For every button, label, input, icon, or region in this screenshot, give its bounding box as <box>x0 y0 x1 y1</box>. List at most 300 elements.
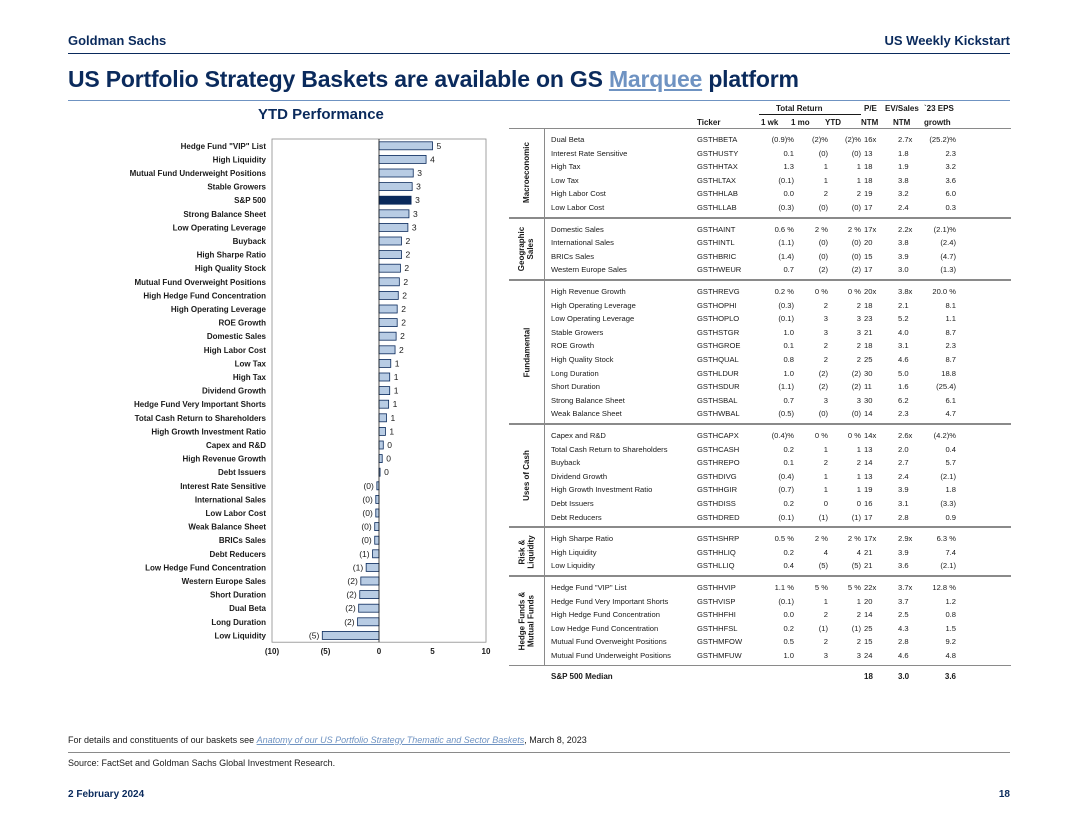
return-1mo: 3 <box>823 314 828 324</box>
pe-ntm: 17 <box>864 265 873 275</box>
bar-11 <box>379 291 398 299</box>
chart-svg <box>0 0 500 680</box>
return-1wk: 0.4 <box>783 561 794 571</box>
value-label-19: 1 <box>392 399 398 410</box>
category-label-28: Weak Balance Sheet <box>188 522 266 532</box>
table-row <box>509 380 1011 394</box>
bar-6 <box>379 223 408 231</box>
ticker: GSTHLLAB <box>697 203 737 212</box>
growth-header: growth <box>924 118 951 127</box>
return-1wk: 1.0 <box>783 368 794 378</box>
pe-ntm: 18 <box>864 162 873 172</box>
pe-ntm: 18 <box>864 341 873 351</box>
return-1wk: (0.7) <box>778 485 794 495</box>
footer-divider <box>68 752 1010 753</box>
return-ytd: (0) <box>851 238 861 248</box>
return-1wk: 1.3 <box>783 162 794 172</box>
group-3 <box>509 424 1011 527</box>
basket-name: High Quality Stock <box>551 355 614 364</box>
group-label-text: Fundamental <box>522 327 531 377</box>
ev-ntm-header: NTM <box>893 118 911 127</box>
return-1mo: (0) <box>818 409 828 419</box>
value-label-5: 3 <box>412 208 418 219</box>
page-number: 18 <box>998 789 1010 800</box>
bar-16 <box>379 359 391 367</box>
return-1mo: (2) <box>818 265 828 275</box>
value-label-1: 4 <box>430 154 435 165</box>
value-label-29: (0) <box>361 535 372 546</box>
ticker: GSTHMFUW <box>697 651 742 660</box>
return-ytd: (1) <box>851 623 861 633</box>
return-1wk: (1.4) <box>778 251 794 261</box>
return-1wk: (0.1) <box>778 512 794 522</box>
pe-ntm: 21 <box>864 561 873 571</box>
ev-sales-ntm: 2.7x <box>898 135 913 144</box>
pe-ntm: 30 <box>864 395 873 405</box>
basket-name: International Sales <box>551 238 614 248</box>
value-label-13: 2 <box>401 317 406 328</box>
basket-name: Interest Rate Sensitive <box>551 148 628 158</box>
eps-growth: 3.6 <box>945 175 956 185</box>
ticker: GSTHOPHI <box>697 300 737 310</box>
value-label-4: 3 <box>415 195 420 206</box>
basket-name: Western Europe Sales <box>551 265 627 275</box>
bar-9 <box>379 264 400 272</box>
return-ytd: (2)% <box>844 135 861 144</box>
ev-sales-ntm: 3.9 <box>898 251 909 261</box>
return-ytd: 2 <box>856 300 861 310</box>
pe-ntm: 20x <box>864 287 877 296</box>
return-ytd: 2 <box>856 610 861 620</box>
category-label-33: Short Duration <box>210 590 266 600</box>
category-label-6: Low Operating Leverage <box>172 223 266 233</box>
bar-8 <box>379 251 401 259</box>
eps-growth: 0.3 <box>945 203 956 212</box>
basket-name: Debt Issuers <box>551 499 594 508</box>
bar-29 <box>375 536 379 544</box>
table-row <box>509 443 1011 457</box>
category-label-26: International Sales <box>194 495 266 505</box>
ticker: GSTHREVG <box>697 287 740 296</box>
return-1mo: 1 <box>823 444 828 454</box>
return-1wk: (0.3) <box>778 203 794 212</box>
value-label-28: (0) <box>361 521 372 532</box>
return-1wk: 1.0 <box>783 327 794 337</box>
basket-table <box>509 0 1011 680</box>
value-label-25: (0) <box>363 480 374 491</box>
group-0 <box>509 128 1011 218</box>
return-ytd: 4 <box>856 547 861 557</box>
return-1wk: (0.9)% <box>771 135 794 144</box>
table-row <box>509 263 1011 277</box>
bar-0 <box>379 142 433 150</box>
return-1mo: 1 <box>823 485 828 495</box>
ev-sales-ntm: 6.2 <box>898 395 909 405</box>
value-label-35: (2) <box>344 616 355 627</box>
ev-sales-ntm: 2.4 <box>898 471 909 481</box>
pe-ntm: 14 <box>864 409 873 419</box>
pe-ntm: 14 <box>864 458 873 468</box>
ev-sales-ntm: 3.8 <box>898 175 909 185</box>
bar-2 <box>379 169 413 177</box>
pe-ntm: 13 <box>864 444 873 454</box>
ev-sales-ntm: 3.8 <box>898 238 909 248</box>
table-row <box>509 201 1011 215</box>
basket-name: Domestic Sales <box>551 224 604 234</box>
value-label-30: (1) <box>359 548 370 559</box>
brand-name: Goldman Sachs <box>68 33 167 48</box>
eps-growth: 7.4 <box>945 547 956 557</box>
eps-header: `23 EPS <box>924 104 954 113</box>
return-ytd: (5) <box>851 561 861 571</box>
bar-12 <box>379 305 397 313</box>
value-label-26: (0) <box>362 494 373 505</box>
basket-name: High Revenue Growth <box>551 287 626 296</box>
footnote <box>68 735 587 745</box>
chart-title: YTD Performance <box>258 106 384 123</box>
eps-growth: 1.8 <box>945 485 956 495</box>
category-label-23: High Revenue Growth <box>182 454 266 464</box>
return-ytd: (2) <box>851 382 861 392</box>
value-label-9: 2 <box>404 263 410 274</box>
ticker-header: Ticker <box>697 118 721 127</box>
eps-growth: 0.8 <box>945 610 956 620</box>
ev-sales-ntm: 3.6 <box>898 561 909 571</box>
eps-growth: (3.3) <box>940 499 956 508</box>
x-tick-4: 10 <box>481 647 491 657</box>
return-1mo: 2 <box>823 637 828 647</box>
source-note: Source: FactSet and Goldman Sachs Global Investment Research. <box>68 758 336 768</box>
median-label: S&P 500 Median <box>551 671 613 681</box>
bar-1 <box>379 155 426 163</box>
group-label-text: Macroeconomic <box>522 142 531 204</box>
median-ev-sales: 3.0 <box>898 671 910 681</box>
bar-34 <box>359 604 379 612</box>
bar-27 <box>376 509 379 517</box>
ticker: GSTHSBAL <box>697 395 738 405</box>
category-label-35: Long Duration <box>211 617 266 627</box>
pe-ntm: 22x <box>864 583 877 592</box>
group-label-text: Risk & Liquidity <box>517 534 536 569</box>
return-1wk: 0.2 <box>783 547 794 557</box>
ticker: GSTHWBAL <box>697 409 740 419</box>
basket-name: Stable Growers <box>551 327 604 337</box>
pe-ntm: 17x <box>864 224 877 234</box>
return-ytd: 3 <box>856 395 861 405</box>
ev-sales-ntm: 3.9 <box>898 547 909 557</box>
basket-name: High Hedge Fund Concentration <box>551 610 660 620</box>
value-label-15: 2 <box>399 344 404 355</box>
return-1mo: (0) <box>818 203 828 212</box>
pe-ntm: 25 <box>864 355 873 364</box>
ev-sales-ntm: 4.6 <box>898 355 909 364</box>
return-ytd: (0) <box>851 148 861 158</box>
ev-sales-ntm: 1.8 <box>898 148 909 158</box>
basket-name: Debt Reducers <box>551 512 602 522</box>
return-1wk: 0.1 <box>783 341 794 351</box>
ticker: GSTHDIVG <box>697 471 737 481</box>
return-ytd: 3 <box>856 327 861 337</box>
eps-growth: 9.2 <box>945 637 956 647</box>
ticker: GSTHSDUR <box>697 382 740 392</box>
eps-growth: 1.2 <box>945 596 956 606</box>
return-1mo: (2)% <box>811 135 828 144</box>
basket-name: ROE Growth <box>551 341 595 351</box>
pe-ntm: 13 <box>864 148 873 158</box>
return-1wk: (1.1) <box>778 238 794 248</box>
category-label-19: Hedge Fund Very Important Shorts <box>133 400 266 410</box>
pe-ntm: 15 <box>864 251 873 261</box>
ticker: GSTHLTAX <box>697 175 736 185</box>
median-pe: 18 <box>864 671 873 681</box>
ev-sales-ntm: 2.7 <box>898 458 909 468</box>
ev-sales-ntm: 3.8x <box>898 287 913 296</box>
return-1mo: 1 <box>823 471 828 481</box>
return-1mo: 2 <box>823 355 828 364</box>
return-1wk: 0.2 <box>783 444 794 454</box>
ev-sales-ntm: 3.9 <box>898 485 909 495</box>
basket-name: Mutual Fund Underweight Positions <box>551 651 671 660</box>
value-label-36: (5) <box>308 630 320 641</box>
table-row <box>509 223 1011 237</box>
ev-sales-ntm: 2.9x <box>898 534 913 544</box>
table-row <box>509 608 1011 622</box>
ticker: GSTHHLAB <box>697 189 738 199</box>
bar-15 <box>379 346 395 354</box>
return-1wk: 0.6 % <box>774 224 794 234</box>
return-1mo: 5 % <box>814 583 828 592</box>
ticker: GSTHBETA <box>697 135 738 144</box>
value-label-17: 1 <box>393 372 399 382</box>
ev-sales-ntm: 2.8 <box>898 512 909 522</box>
ticker: GSTHHVIP <box>697 583 736 592</box>
bar-14 <box>379 332 396 340</box>
eps-growth: (4.7) <box>940 251 956 261</box>
title-prefix: US Portfolio Strategy Baskets are available on GS <box>68 66 603 92</box>
eps-growth: 8.7 <box>945 327 956 337</box>
basket-name: High Growth Investment Ratio <box>551 485 653 495</box>
pe-ntm: 17 <box>864 512 873 522</box>
value-label-20: 1 <box>390 412 396 423</box>
return-1wk: (0.1) <box>778 175 794 185</box>
value-label-12: 2 <box>401 304 406 314</box>
category-label-34: Dual Beta <box>229 604 266 614</box>
basket-name: Low Hedge Fund Concentration <box>551 623 659 633</box>
group-label-text: Hedge Funds & Mutual Funds <box>517 591 536 651</box>
eps-growth: 18.8 <box>941 368 956 378</box>
ev-sales-ntm: 1.6 <box>898 382 909 392</box>
category-label-29: BRICs Sales <box>218 536 266 546</box>
category-label-2: Mutual Fund Underweight Positions <box>129 169 266 178</box>
total-return-underline <box>759 114 861 115</box>
table-row <box>509 407 1011 421</box>
ev-sales-ntm: 3.0 <box>898 265 909 275</box>
value-label-10: 2 <box>403 276 409 287</box>
table-row <box>509 326 1011 340</box>
eps-growth: 6.3 % <box>936 534 956 544</box>
value-label-34: (2) <box>345 603 356 614</box>
ticker: GSTHDRED <box>697 512 740 522</box>
pe-ntm: 21 <box>864 547 873 557</box>
return-1mo: 1 <box>823 596 828 606</box>
eps-growth: 1.5 <box>945 623 956 633</box>
return-1wk: (0.4) <box>778 471 794 481</box>
table-row <box>509 456 1011 470</box>
category-label-4: S&P 500 <box>234 196 266 206</box>
table-row <box>509 353 1011 367</box>
total-return-header: Total Return <box>776 104 823 113</box>
pe-ntm: 17 <box>864 203 873 212</box>
return-1wk: 0.0 <box>783 189 794 199</box>
category-label-1: High Liquidity <box>212 155 266 165</box>
ev-sales-ntm: 3.7 <box>898 596 909 606</box>
ticker: GSTHLLIQ <box>697 561 735 571</box>
value-label-32: (2) <box>347 576 358 586</box>
marquee-link[interactable]: Marquee <box>608 66 703 92</box>
category-label-31: Low Hedge Fund Concentration <box>145 563 266 573</box>
table-row <box>509 250 1011 264</box>
eps-growth: 8.7 <box>945 355 956 364</box>
return-1mo: (0) <box>818 148 828 158</box>
bar-26 <box>376 495 379 503</box>
bar-32 <box>361 577 379 585</box>
pe-ntm: 20 <box>864 596 873 606</box>
return-1mo: 2 % <box>814 224 828 234</box>
anatomy-link[interactable]: Anatomy of our US Portfolio Strategy Thematic and Sector Baskets <box>256 735 525 745</box>
ytd-performance-chart <box>0 0 500 680</box>
return-ytd: 2 <box>856 341 861 351</box>
table-row <box>509 236 1011 250</box>
footnote-prefix: For details and constituents of our baskets see <box>68 735 255 745</box>
ticker: GSTHSHRP <box>697 534 740 544</box>
group-4 <box>509 527 1011 576</box>
ticker: GSTHAINT <box>697 224 736 234</box>
return-ytd: 0 <box>856 499 861 508</box>
table-row <box>509 187 1011 201</box>
group-5 <box>509 576 1011 666</box>
bar-28 <box>375 523 379 531</box>
bar-21 <box>379 427 385 435</box>
median-row <box>509 670 1011 684</box>
table-row <box>509 581 1011 595</box>
category-label-18: Dividend Growth <box>202 386 266 396</box>
eps-growth: 20.0 % <box>932 287 956 296</box>
bar-30 <box>373 550 379 558</box>
category-label-7: Buyback <box>232 237 266 246</box>
ev-sales-ntm: 3.1 <box>898 499 909 508</box>
ev-sales-ntm: 2.2x <box>898 224 913 234</box>
eps-growth: (2.1) <box>940 561 956 571</box>
return-ytd: 1 <box>856 444 861 454</box>
ticker: GSTHOPLO <box>697 314 740 324</box>
return-ytd: (0) <box>851 409 861 419</box>
return-1wk: (0.4)% <box>771 431 794 440</box>
basket-name: Weak Balance Sheet <box>551 409 622 419</box>
ticker: GSTHDISS <box>697 499 736 508</box>
ticker: GSTHLDUR <box>697 368 739 378</box>
ev-sales-ntm: 2.5 <box>898 610 909 620</box>
ticker: GSTHMFOW <box>697 637 743 647</box>
return-ytd: 2 <box>856 355 861 364</box>
bar-4 <box>379 196 411 204</box>
footnote-suffix: , March 8, 2023 <box>524 735 587 745</box>
table-row <box>509 147 1011 161</box>
return-1wk: 0.5 <box>783 637 794 647</box>
table-row <box>509 559 1011 573</box>
table-row <box>509 299 1011 313</box>
bar-17 <box>379 373 390 381</box>
return-ytd: 1 <box>856 596 861 606</box>
bar-19 <box>379 400 389 408</box>
table-row <box>509 595 1011 609</box>
table-row <box>509 511 1011 525</box>
ticker: GSTHCASH <box>697 444 740 454</box>
eps-growth: 8.1 <box>945 300 956 310</box>
basket-name: Short Duration <box>551 382 600 392</box>
table-row <box>509 394 1011 408</box>
return-ytd: 1 <box>856 175 861 185</box>
return-1wk: (0.5) <box>778 409 794 419</box>
return-1wk: 0.5 % <box>774 534 794 544</box>
return-1wk: 1.0 <box>783 651 794 660</box>
return-1wk: 0.7 <box>783 265 794 275</box>
return-1mo: 2 <box>823 300 828 310</box>
return-1mo: 1 <box>823 162 828 172</box>
return-ytd: 0 % <box>847 287 861 296</box>
eps-growth: 2.3 <box>945 341 956 351</box>
bar-3 <box>379 183 412 191</box>
value-label-0: 5 <box>436 140 442 151</box>
return-1wk: 0.8 <box>783 355 794 364</box>
return-ytd: (2) <box>851 368 861 378</box>
return-1wk: (1.1) <box>778 382 794 392</box>
basket-name: Low Operating Leverage <box>551 314 635 324</box>
ticker: GSTHQUAL <box>697 355 739 364</box>
value-label-24: 0 <box>384 467 389 478</box>
return-1mo: 2 <box>823 189 828 199</box>
table-row <box>509 532 1011 546</box>
value-label-7: 2 <box>405 236 411 246</box>
ticker: GSTHUSTY <box>697 148 739 158</box>
table-row <box>509 174 1011 188</box>
return-1mo: 3 <box>823 395 828 405</box>
return-1wk: 0.7 <box>783 395 794 405</box>
category-label-36: Low Liquidity <box>214 631 266 641</box>
return-1mo: (2) <box>818 382 828 392</box>
return-ytd: (2) <box>851 265 861 275</box>
ticker: GSTHWEUR <box>697 265 742 275</box>
eps-growth: (4.2)% <box>933 431 956 440</box>
category-label-17: High Tax <box>232 373 266 382</box>
category-label-15: High Labor Cost <box>203 345 266 355</box>
pe-ntm: 16x <box>864 135 877 144</box>
return-1mo: (0) <box>818 251 828 261</box>
category-label-0: Hedge Fund "VIP" List <box>180 141 266 151</box>
return-ytd: 2 % <box>847 224 861 234</box>
pe-ntm: 18 <box>864 300 873 310</box>
bar-10 <box>379 278 399 286</box>
eps-growth: 4.7 <box>945 409 956 419</box>
value-label-2: 3 <box>417 168 422 178</box>
pe-ntm: 11 <box>864 382 872 392</box>
group-label-text: Geographic Sales <box>517 226 536 272</box>
table-row <box>509 160 1011 174</box>
return-ytd: (1) <box>851 512 861 522</box>
category-label-32: Western Europe Sales <box>181 577 266 586</box>
return-1mo: (1) <box>818 512 828 522</box>
category-label-10: Mutual Fund Overweight Positions <box>134 277 266 287</box>
pe-ntm: 19 <box>864 485 873 495</box>
